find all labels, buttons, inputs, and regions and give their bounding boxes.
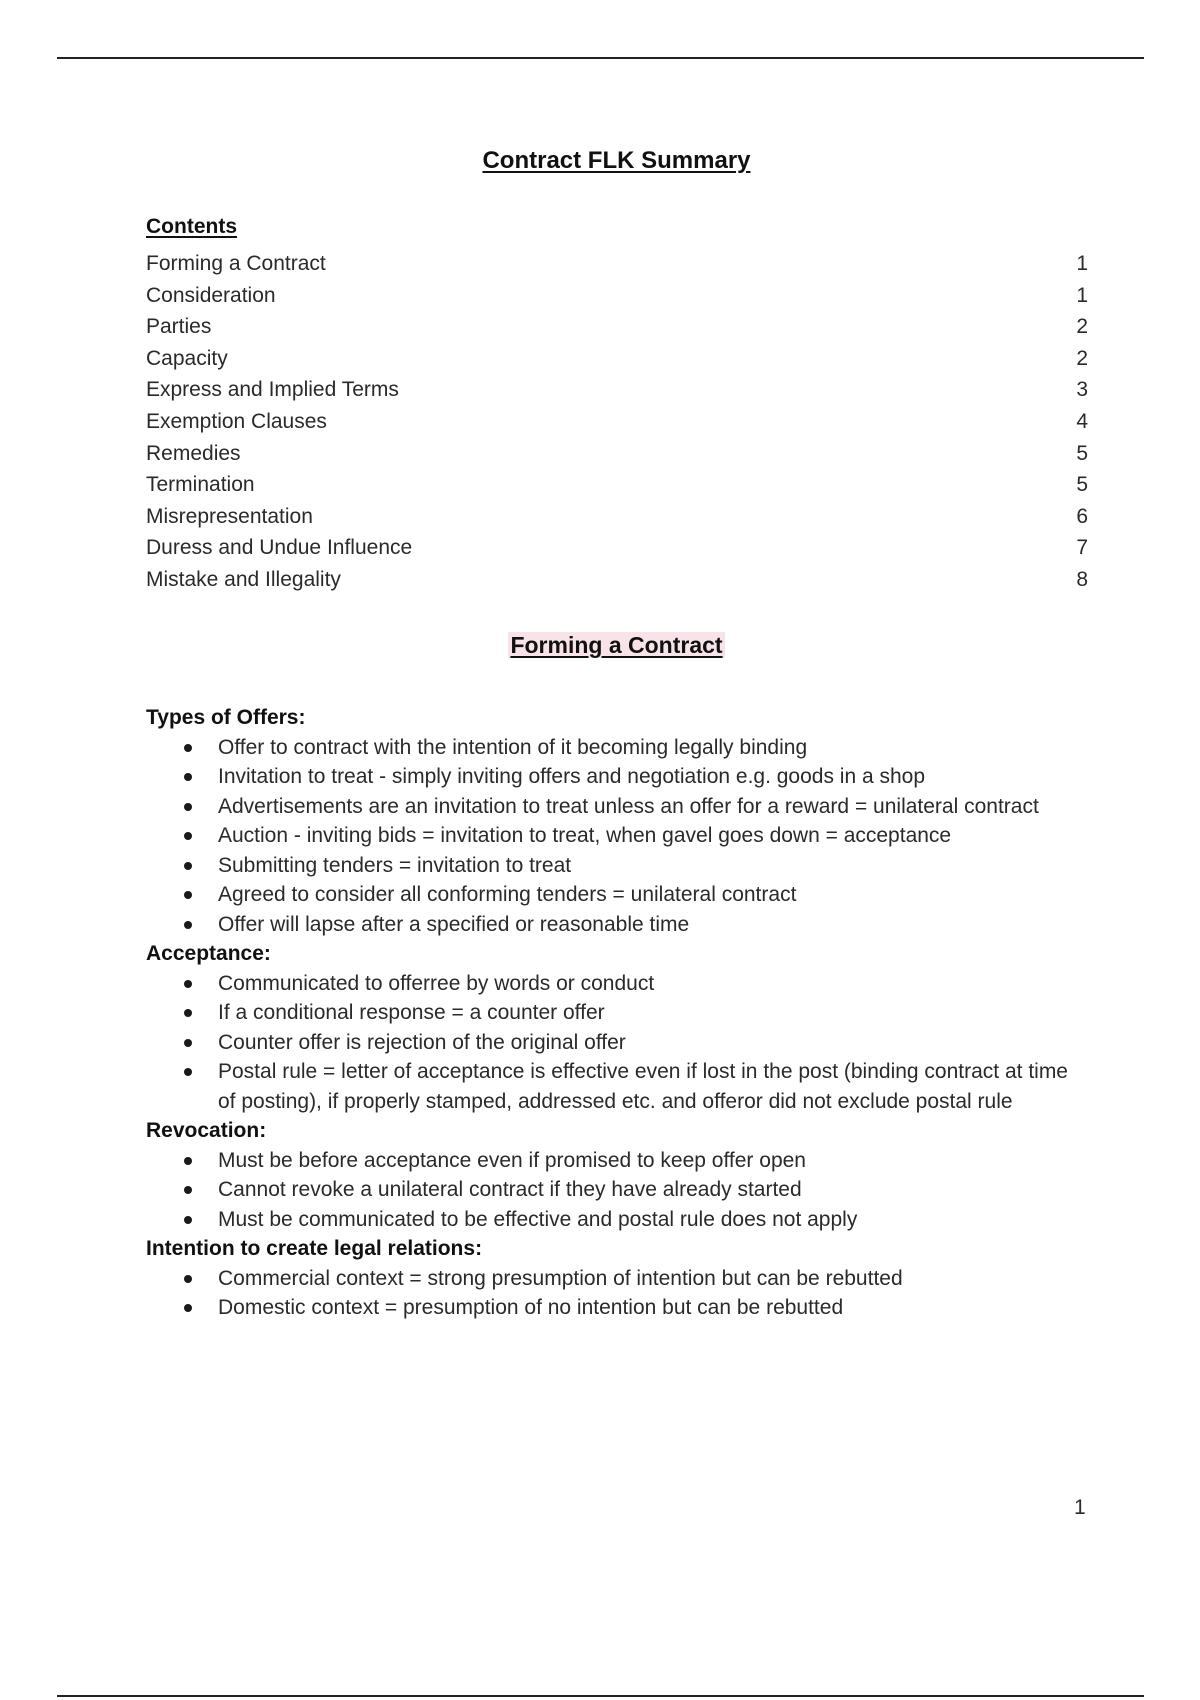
toc-entry-page: 8 [1076, 567, 1088, 591]
bullet-item: Must be communicated to be effective and postal rule does not apply [146, 1205, 1086, 1235]
bullet-list [146, 733, 1086, 940]
subsection-heading: Types of Offers: [146, 706, 306, 729]
bullet-item: If a conditional response = a counter offer [146, 998, 1086, 1028]
table-of-contents [146, 248, 1088, 596]
section-title [0, 632, 1200, 659]
bullet-item: Invitation to treat - simply inviting offers and negotiation e.g. goods in a shop [146, 762, 1086, 792]
page-number: 1 [1074, 1496, 1086, 1519]
bullet-list [146, 1146, 1086, 1235]
toc-entry-page: 1 [1076, 283, 1088, 307]
toc-entry [146, 311, 1088, 343]
bullet-item: Domestic context = presumption of no intention but can be rebutted [146, 1293, 1086, 1323]
toc-entry-page: 5 [1076, 441, 1088, 465]
toc-entry-page: 5 [1076, 473, 1088, 497]
toc-entry [146, 532, 1088, 564]
toc-entry [146, 564, 1088, 596]
toc-entry-page: 2 [1076, 315, 1088, 339]
subsection-heading: Acceptance: [146, 942, 271, 965]
bullet-list [146, 969, 1086, 1117]
subsection-heading: Revocation: [146, 1119, 267, 1142]
toc-entry [146, 406, 1088, 438]
toc-entry-label: Remedies [146, 441, 241, 465]
toc-entry-label: Exemption Clauses [146, 409, 327, 433]
toc-entry-page: 6 [1076, 504, 1088, 528]
bullet-item: Agreed to consider all conforming tenders = unilateral contract [146, 880, 1086, 910]
toc-entry [146, 248, 1088, 280]
bullet-item: Offer to contract with the intention of it becoming legally binding [146, 733, 1086, 763]
header-rule [57, 57, 1144, 59]
section-title-text: Forming a Contract [510, 632, 723, 658]
toc-entry [146, 438, 1088, 470]
bullet-item: Auction - inviting bids = invitation to treat, when gavel goes down = acceptance [146, 821, 1086, 851]
toc-entry-label: Termination [146, 473, 255, 497]
section-body [146, 703, 1086, 1323]
bullet-list [146, 1264, 1086, 1323]
bullet-item: Must be before acceptance even if promised to keep offer open [146, 1146, 1086, 1176]
bullet-item: Cannot revoke a unilateral contract if they have already started [146, 1175, 1086, 1205]
toc-entry [146, 501, 1088, 533]
bullet-item: Postal rule = letter of acceptance is effective even if lost in the post (binding contract at time of posting), if properly stamped, addressed etc. and offeror did not exclude postal rule [146, 1057, 1086, 1116]
toc-entry-page: 1 [1076, 252, 1088, 275]
bullet-item: Commercial context = strong presumption of intention but can be rebutted [146, 1264, 1086, 1294]
toc-entry [146, 343, 1088, 375]
toc-entry [146, 280, 1088, 312]
toc-entry-label: Capacity [146, 346, 228, 370]
toc-entry-label: Parties [146, 315, 212, 339]
toc-entry-label: Duress and Undue Influence [146, 536, 413, 560]
toc-entry-page: 4 [1076, 409, 1088, 433]
toc-entry-label: Express and Implied Terms [146, 378, 399, 402]
bullet-item: Offer will lapse after a specified or reasonable time [146, 910, 1086, 940]
toc-entry-label: Consideration [146, 283, 276, 307]
toc-entry-label: Mistake and Illegality [146, 567, 341, 591]
toc-entry-page: 7 [1076, 536, 1088, 560]
bullet-item: Submitting tenders = invitation to treat [146, 851, 1086, 881]
toc-entry-page: 2 [1076, 346, 1088, 370]
toc-entry [146, 374, 1088, 406]
footer-rule [57, 1695, 1144, 1697]
toc-entry-page: 3 [1076, 378, 1088, 402]
document-title: Contract FLK Summary [482, 147, 751, 174]
toc-entry [146, 469, 1088, 501]
bullet-item: Communicated to offerree by words or conduct [146, 969, 1086, 999]
contents-heading: Contents [146, 215, 237, 238]
toc-entry-label: Forming a Contract [146, 252, 326, 275]
bullet-item: Counter offer is rejection of the original offer [146, 1028, 1086, 1058]
subsection-heading: Intention to create legal relations: [146, 1237, 483, 1260]
toc-entry-label: Misrepresentation [146, 504, 313, 528]
bullet-item: Advertisements are an invitation to treat unless an offer for a reward = unilateral contract [146, 792, 1086, 822]
